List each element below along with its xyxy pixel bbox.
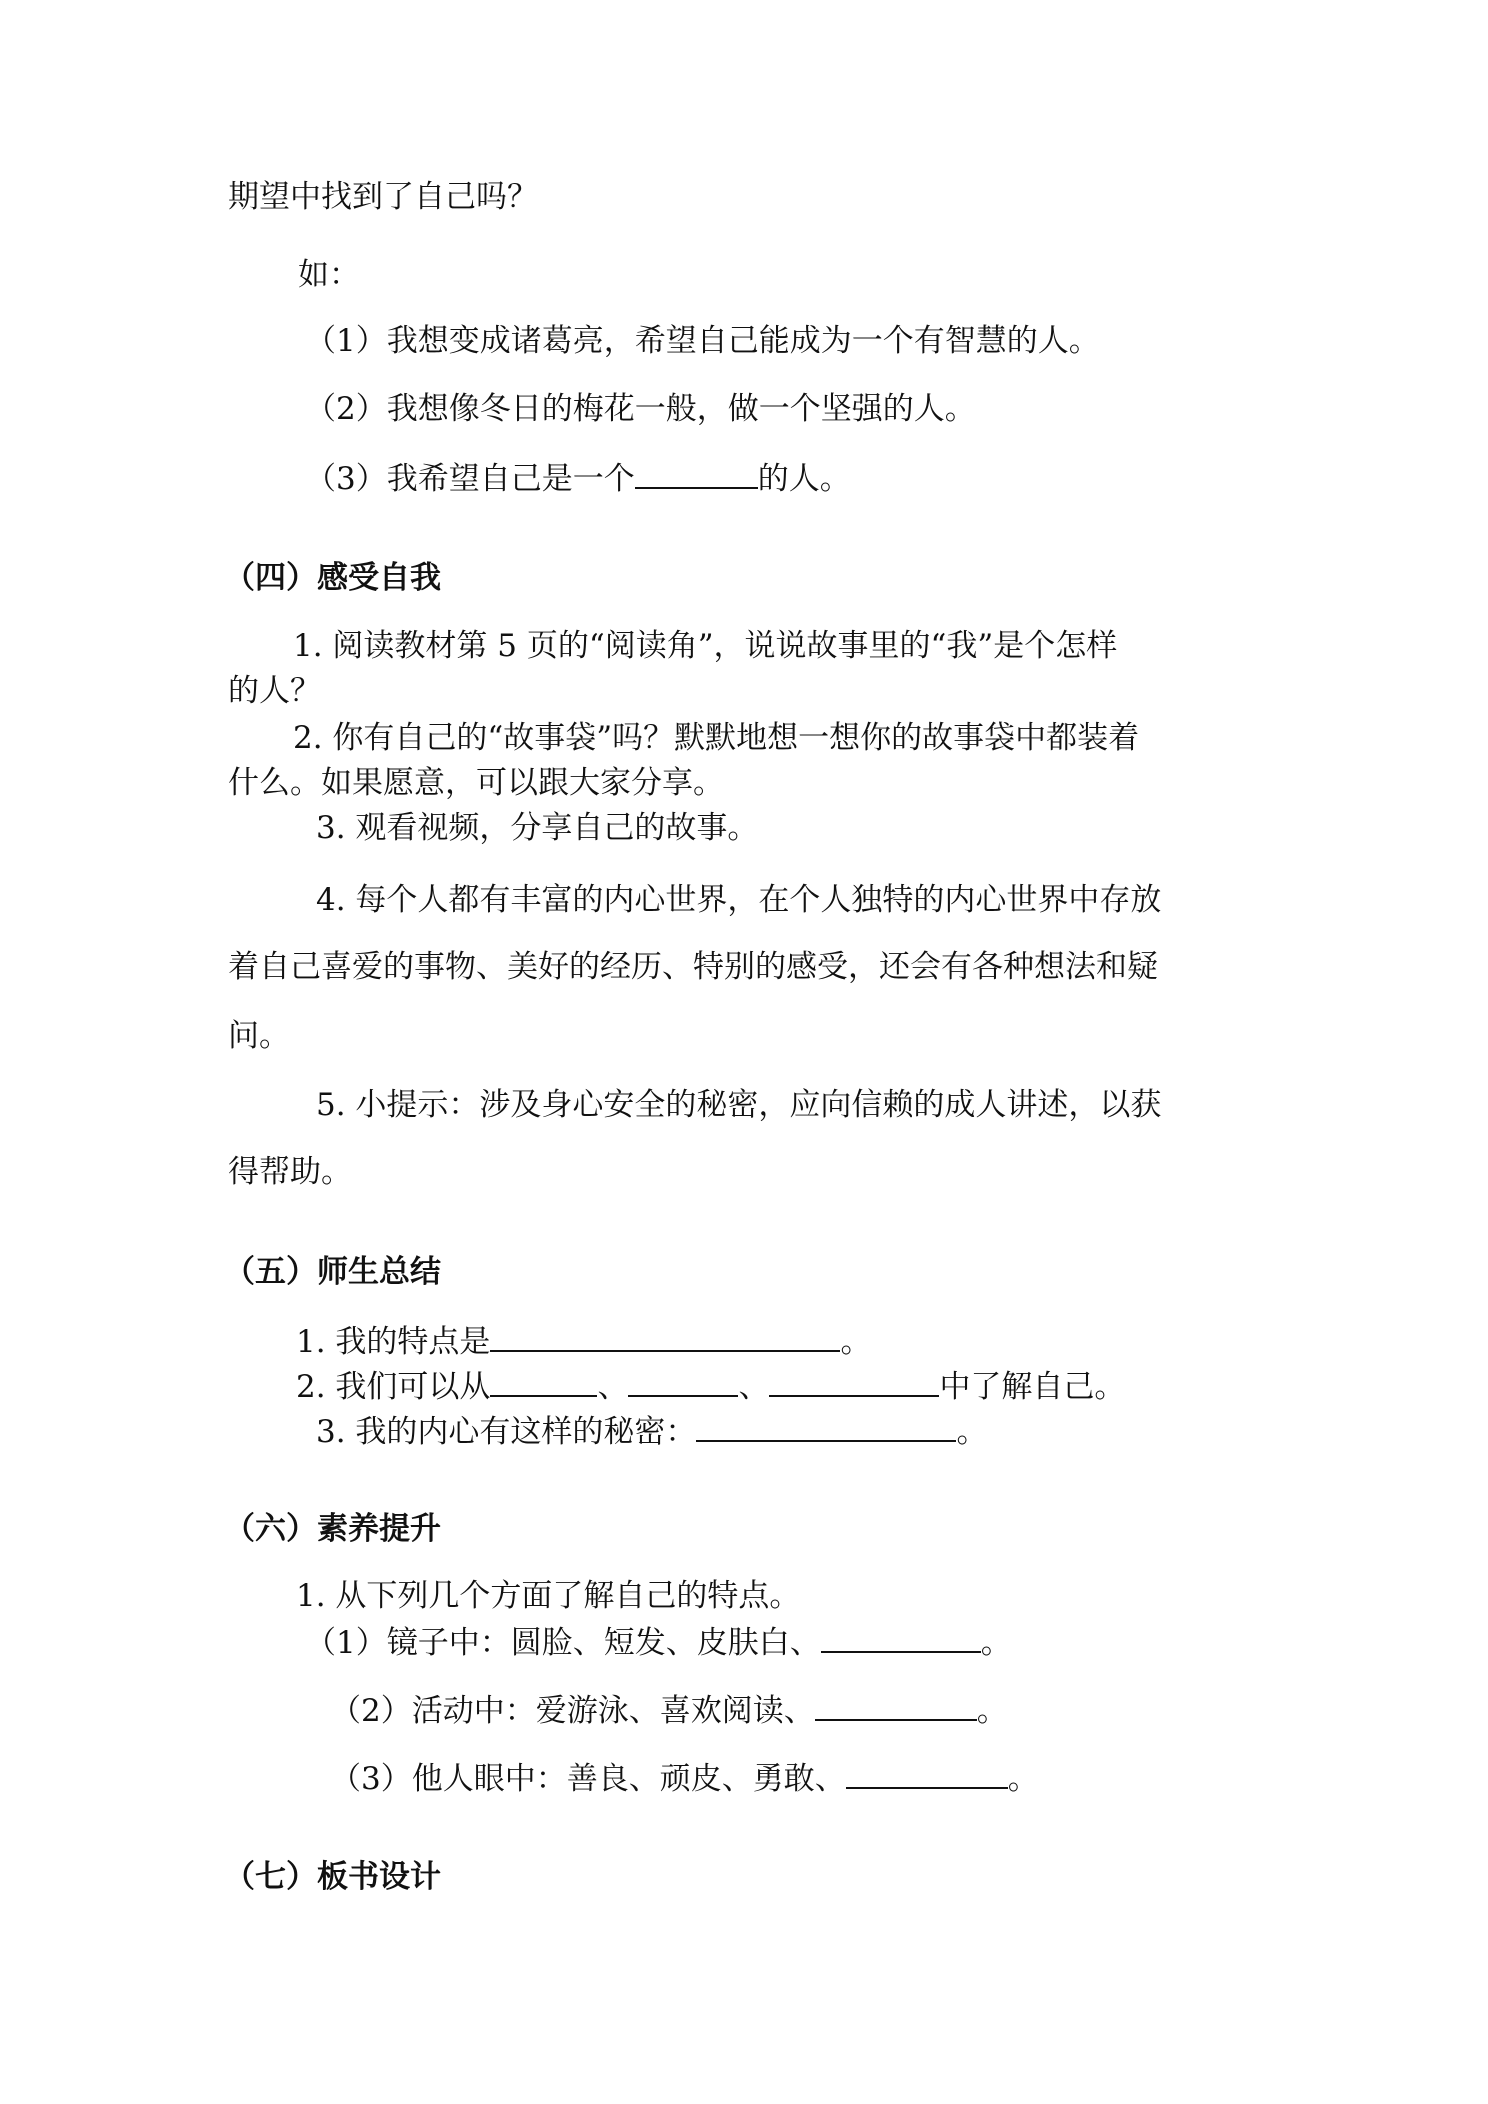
fill-blank (815, 1689, 977, 1721)
practice-answer-1-end: 。 (980, 1625, 1012, 1661)
summary-item-3 (316, 1410, 987, 1452)
practice-answer-2-prefix: （2）活动中：爱游泳、喜欢阅读、 (330, 1693, 815, 1729)
example-item-3 (305, 457, 851, 499)
practice-answer-1-prefix: （1）镜子中：圆脸、短发、皮肤白、 (305, 1625, 821, 1661)
example-item-3-prefix: （3）我希望自己是一个 (305, 461, 635, 497)
practice-question: 1. 从下列几个方面了解自己的特点。 (296, 1578, 801, 1614)
example-item-2: （2）我想像冬日的梅花一般，做一个坚强的人。 (305, 391, 976, 427)
section-4-item-5-cont: 得帮助。 (228, 1154, 352, 1190)
section-4-item-1: 1. 阅读教材第 5 页的“阅读角”，说说故事里的“我”是个怎样 (293, 628, 1118, 664)
fill-blank (769, 1365, 939, 1397)
fill-blank (635, 457, 758, 489)
section-6-heading: （六）素养提升 (224, 1511, 441, 1547)
fill-blank (628, 1365, 738, 1397)
section-4-item-3: 3. 观看视频，分享自己的故事。 (316, 810, 759, 846)
section-7-heading: （七）板书设计 (224, 1859, 441, 1895)
section-5-heading: （五）师生总结 (224, 1254, 441, 1290)
fill-blank (846, 1757, 1008, 1789)
section-4-item-4: 4. 每个人都有丰富的内心世界，在个人独特的内心世界中存放 (316, 882, 1162, 918)
fill-blank (490, 1365, 597, 1397)
fill-blank (696, 1410, 956, 1442)
practice-answer-3-end: 。 (1007, 1761, 1039, 1797)
summary-item-2 (296, 1365, 1125, 1407)
separator: 、 (597, 1369, 629, 1405)
practice-answer-3 (330, 1757, 1039, 1799)
practice-answer-3-prefix: （3）他人眼中：善良、顽皮、勇敢、 (330, 1761, 846, 1797)
summary-item-2-suffix: 中了解自己。 (939, 1369, 1126, 1405)
fill-blank (490, 1320, 840, 1352)
summary-item-1-prefix: 1. 我的特点是 (296, 1324, 491, 1360)
section-4-item-4-end: 问。 (228, 1018, 290, 1054)
summary-item-1 (296, 1320, 871, 1362)
section-4-item-2-cont: 什么。如果愿意，可以跟大家分享。 (228, 765, 724, 801)
summary-item-3-suffix: 。 (956, 1414, 988, 1450)
practice-answer-2 (330, 1689, 1008, 1731)
separator: 、 (738, 1369, 770, 1405)
section-4-item-2: 2. 你有自己的“故事袋”吗？默默地想一想你的故事袋中都装着 (293, 720, 1140, 756)
section-4-heading: （四）感受自我 (224, 560, 441, 596)
section-4-item-4-cont: 着自己喜爱的事物、美好的经历、特别的感受，还会有各种想法和疑 (228, 949, 1158, 985)
summary-item-1-suffix: 。 (840, 1324, 872, 1360)
section-4-item-1-cont: 的人？ (228, 673, 321, 709)
intro-line: 期望中找到了自己吗？ (228, 179, 538, 215)
summary-item-2-prefix: 2. 我们可以从 (296, 1369, 491, 1405)
example-item-3-suffix: 的人。 (757, 461, 851, 497)
example-prompt: 如： (298, 257, 360, 293)
practice-answer-1 (305, 1621, 1012, 1663)
fill-blank (821, 1621, 981, 1653)
example-item-1: （1）我想变成诸葛亮，希望自己能成为一个有智慧的人。 (305, 323, 1100, 359)
summary-item-3-prefix: 3. 我的内心有这样的秘密： (316, 1414, 697, 1450)
section-4-item-5: 5. 小提示：涉及身心安全的秘密，应向信赖的成人讲述，以获 (316, 1087, 1162, 1123)
practice-answer-2-end: 。 (976, 1693, 1008, 1729)
